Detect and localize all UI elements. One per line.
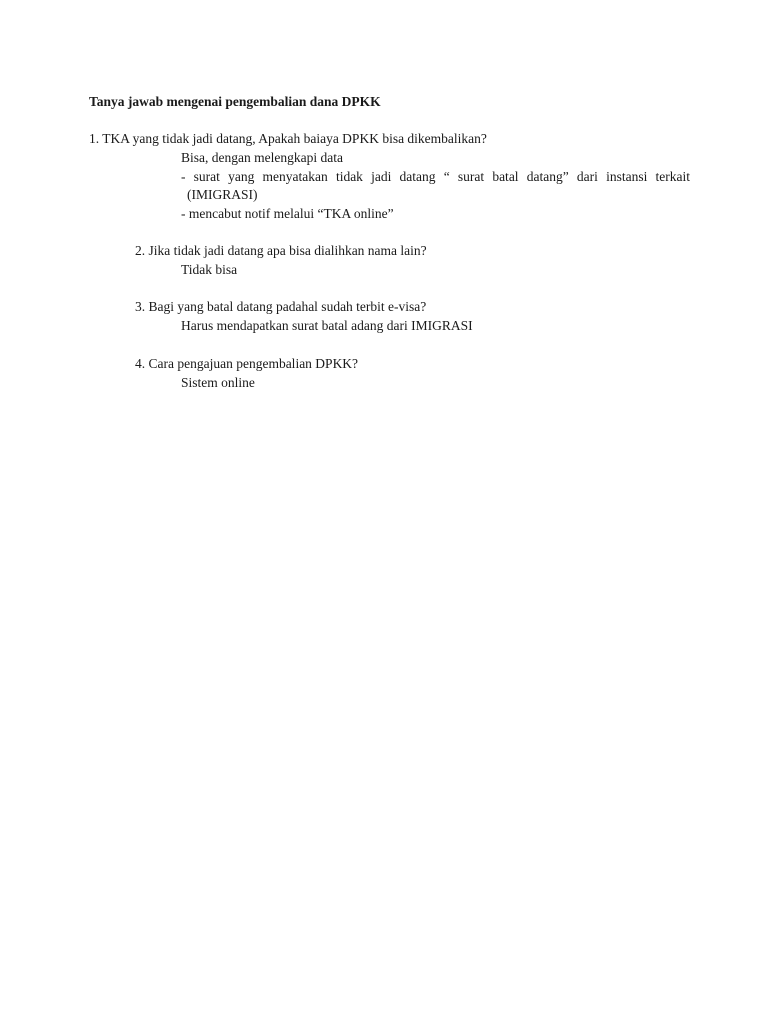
answer-4: Sistem online (181, 375, 255, 390)
question-4: 4. Cara pengajuan pengembalian DPKK? (135, 356, 359, 371)
answer-1-bullet-1-continuation: (IMIGRASI) (187, 187, 258, 202)
answer-1-bullet-1: - surat yang menyatakan tidak jadi datang “ surat batal datang” dari instansi terkait (181, 169, 690, 184)
answer-1-bullet-2: - mencabut notif melalui “TKA online” (181, 206, 394, 221)
question-3: 3. Bagi yang batal datang padahal sudah terbit e-visa? (135, 299, 427, 314)
question-1: 1. TKA yang tidak jadi datang, Apakah baiaya DPKK bisa dikembalikan? (89, 131, 487, 146)
answer-1: Bisa, dengan melengkapi data (181, 150, 343, 165)
document-title: Tanya jawab mengenai pengembalian dana DPKK (89, 94, 381, 109)
question-2: 2. Jika tidak jadi datang apa bisa dialihkan nama lain? (135, 243, 427, 258)
answer-3: Harus mendapatkan surat batal adang dari IMIGRASI (181, 318, 473, 333)
answer-2: Tidak bisa (181, 262, 238, 277)
